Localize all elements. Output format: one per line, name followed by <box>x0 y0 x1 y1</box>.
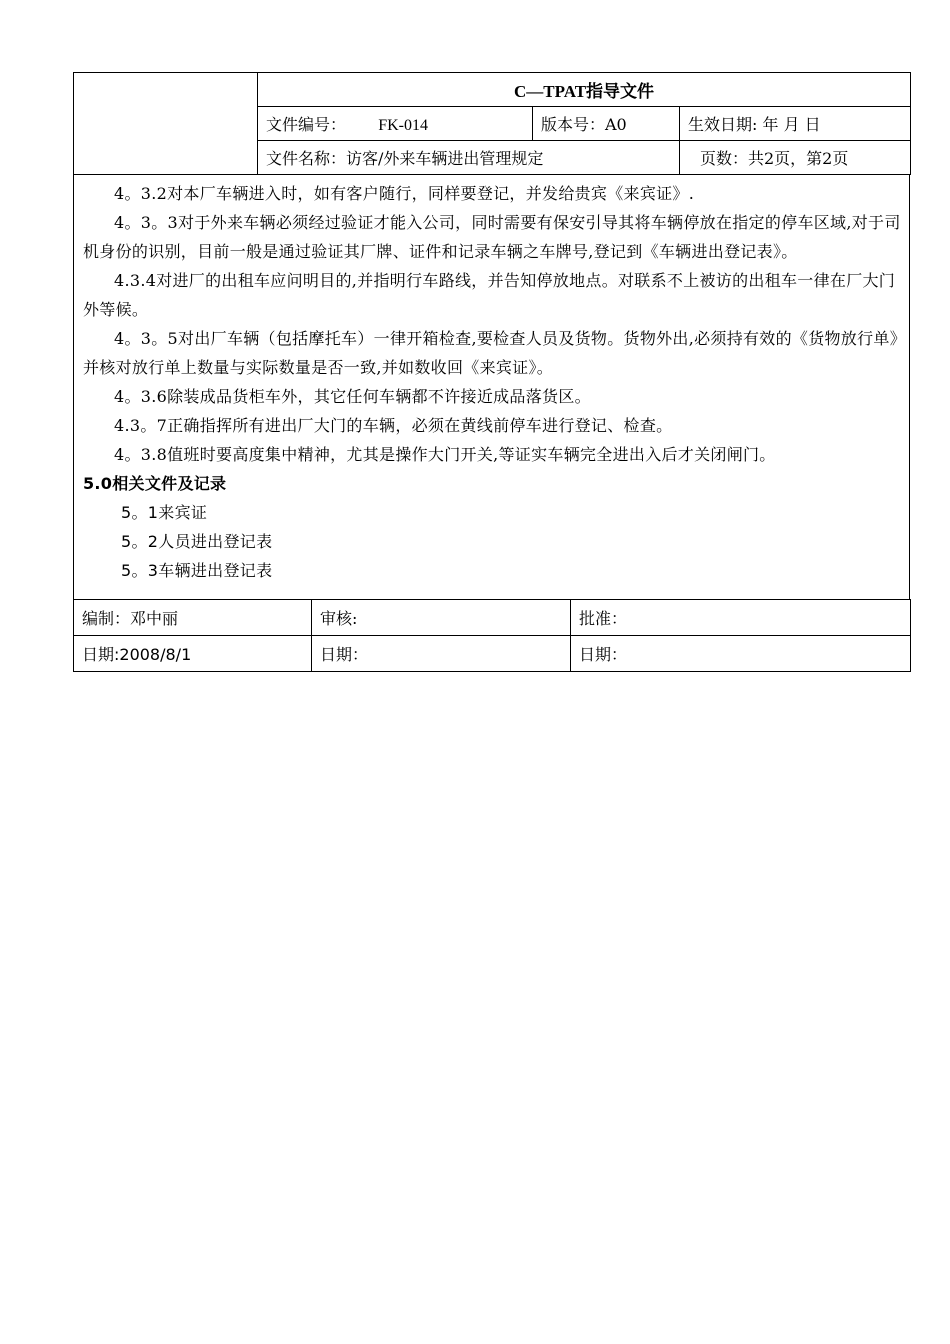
page-count: 页数：共2页，第2页 <box>700 149 849 168</box>
list-item-text: 人员进出登记表 <box>158 532 273 551</box>
doc-number-cell <box>258 107 533 141</box>
doc-number-value: FK-014 <box>378 117 428 134</box>
signature-table <box>73 599 911 672</box>
list-item <box>83 527 901 556</box>
paragraph-4-3-4: 4.3.4对进厂的出租车应问明目的,并指明行车路线，并告知停放地点。对联系不上被访的出租车一律在厂大门外等候。 <box>83 271 896 319</box>
prepared-date: 日期:2008/8/1 <box>74 636 312 672</box>
list-item-number: 5。2 <box>121 532 159 551</box>
paragraph-4-3-2: 4。3.2对本厂车辆进入时，如有客户随行，同样要登记，并发给贵宾《来宾证》. <box>114 184 695 203</box>
paragraph-4-3-7: 4.3。7正确指挥所有进出厂大门的车辆，必须在黄线前停车进行登记、检查。 <box>114 416 673 435</box>
doc-number-label: 文件编号： <box>266 115 347 134</box>
paragraph-4-3-3: 4。3。3对于外来车辆必须经过验证才能入公司，同时需要有保安引导其将车辆停放在指定的停车区域,对于司机身份的识别，目前一般是通过验证其厂牌、证件和记录车辆之车牌号,登记到《车辆进出登记表》。 <box>83 213 901 261</box>
logo-area <box>74 73 258 175</box>
reviewed-by: 审核: <box>312 600 571 636</box>
paragraph-4-3-8: 4。3.8值班时要高度集中精神，尤其是操作大门开关,等证实车辆完全进出入后才关闭闸门。 <box>114 445 776 464</box>
effective-date-cell: 生效日期: 年 月 日 <box>680 107 911 141</box>
list-item-text: 车辆进出登记表 <box>158 561 273 580</box>
pages-cell <box>680 141 911 175</box>
document-header-table <box>73 72 911 175</box>
list-item <box>83 498 901 527</box>
approved-date: 日期： <box>571 636 911 672</box>
paragraph-4-3-5: 4。3。5对出厂车辆（包括摩托车）一律开箱检查,要检查人员及货物。货物外出,必须持有效的《货物放行单》并核对放行单上数量与实际数量是否一致,并如数收回《来宾证》。 <box>83 329 899 377</box>
reviewed-date: 日期： <box>312 636 571 672</box>
approved-by: 批准： <box>571 600 911 636</box>
document-body <box>73 175 910 600</box>
list-item-number: 5。1 <box>121 503 159 522</box>
section-title-5-0: 5.0相关文件及记录 <box>83 474 227 493</box>
version-cell: 版本号：A0 <box>533 107 680 141</box>
document-page <box>73 72 910 672</box>
document-title: C—TPAT指导文件 <box>258 73 911 107</box>
prepared-by: 编制：邓中丽 <box>74 600 312 636</box>
list-item <box>83 556 901 585</box>
list-item-number: 5。3 <box>121 561 159 580</box>
doc-name-cell: 文件名称：访客/外来车辆进出管理规定 <box>258 141 680 175</box>
paragraph-4-3-6: 4。3.6除装成品货柜车外，其它任何车辆都不许接近成品落货区。 <box>114 387 591 406</box>
list-item-text: 来宾证 <box>158 503 208 522</box>
